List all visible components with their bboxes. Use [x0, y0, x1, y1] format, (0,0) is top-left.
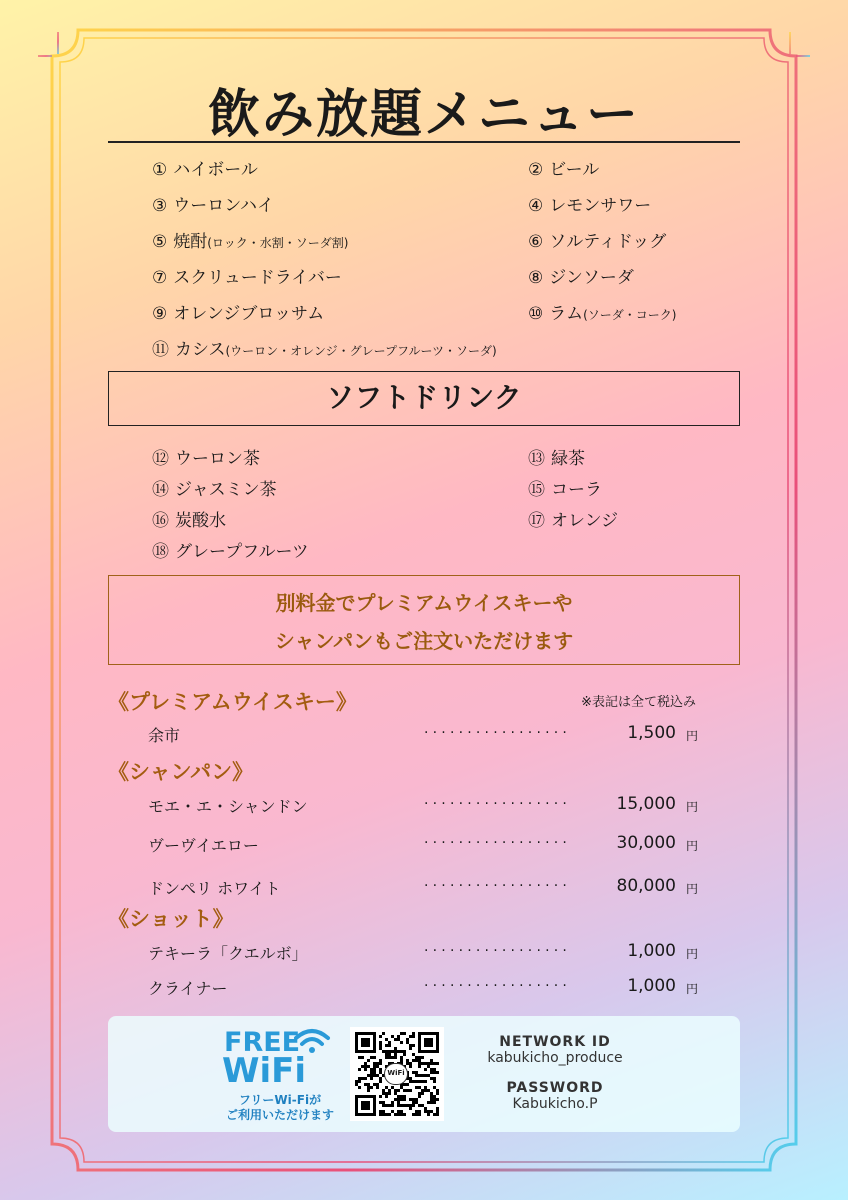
network-id-label: NETWORK ID	[499, 1034, 611, 1050]
drink-name: ウーロンハイ	[173, 196, 275, 216]
drink-note: (ロック・水割・ソーダ割)	[207, 236, 349, 250]
category-shot: 《ショット》	[108, 907, 234, 931]
wifi-sub-line-2: ご利用いただけます	[225, 1108, 334, 1122]
soft-drink-heading: ソフトドリンク	[108, 371, 740, 426]
drink-item	[152, 227, 348, 252]
yen-unit: 円	[685, 882, 698, 896]
drink-number: ③	[152, 196, 168, 216]
free-text: FREE	[224, 1027, 301, 1058]
drink-note: (ウーロン・オレンジ・グレープフルーツ・ソーダ)	[225, 344, 497, 358]
price-row	[148, 794, 698, 816]
soft-drink-item	[152, 537, 309, 562]
yen-unit: 円	[685, 800, 698, 814]
drink-item	[528, 155, 599, 180]
drink-name: オレンジブロッサム	[173, 304, 325, 324]
yen-unit: 円	[685, 947, 698, 961]
price-row	[148, 976, 698, 998]
item-price: 1,500	[627, 723, 676, 743]
dot-leader: .................	[424, 792, 572, 808]
drink-number: ①	[152, 160, 168, 180]
wifi-signal-icon	[292, 1024, 332, 1054]
soft-drink-item	[152, 506, 226, 531]
price-row	[148, 941, 698, 963]
drink-item	[152, 155, 258, 180]
soft-drink-name: 炭酸水	[175, 511, 226, 531]
dot-leader: .................	[424, 974, 572, 990]
item-price: 15,000	[616, 794, 676, 814]
password-label: PASSWORD	[506, 1080, 604, 1096]
drink-number: ⑥	[528, 232, 544, 252]
soft-drink-name: ウーロン茶	[175, 449, 260, 469]
item-price: 30,000	[616, 833, 676, 853]
drink-item	[152, 191, 274, 216]
page-title: 飲み放題メニュー	[207, 85, 640, 145]
category-champagne: 《シャンパン》	[108, 760, 254, 784]
drink-item	[152, 299, 324, 324]
drink-name: ビール	[549, 160, 600, 180]
soft-drink-number: ⑬	[528, 449, 545, 469]
qr-wifi-badge: WiFi	[384, 1063, 408, 1085]
soft-drink-item	[528, 475, 602, 500]
wifi-sub-line-1: フリーWi-Fiが	[238, 1093, 322, 1107]
drink-note: (ソーダ・コーク)	[583, 308, 677, 322]
soft-drink-name: コーラ	[551, 480, 602, 500]
soft-drink-number: ⑮	[528, 480, 545, 500]
category-whisky: 《プレミアムウイスキー》	[108, 690, 357, 714]
wifi-logo-text: WiFi	[222, 1051, 307, 1091]
drink-number: ⑨	[152, 304, 168, 324]
item-name: モエ・エ・シャンドン	[148, 797, 308, 816]
item-price: 1,000	[627, 941, 676, 961]
dot-leader: .................	[424, 831, 572, 847]
drink-item	[528, 299, 676, 324]
price-row	[148, 876, 698, 898]
soft-drink-number: ⑯	[152, 511, 169, 531]
item-name: テキーラ「クエルボ」	[148, 944, 308, 963]
drink-item	[152, 335, 497, 360]
password-value: Kabukicho.P	[512, 1096, 598, 1112]
drink-name: レモンサワー	[549, 196, 652, 216]
title-rule	[108, 141, 740, 143]
soft-drink-number: ⑫	[152, 449, 169, 469]
soft-drink-number: ⑭	[152, 480, 169, 500]
soft-drink-name: オレンジ	[551, 511, 619, 531]
price-row	[148, 723, 698, 745]
wifi-qr-code[interactable]	[350, 1027, 444, 1121]
drink-name: ラム	[549, 304, 584, 324]
yen-unit: 円	[685, 982, 698, 996]
drink-number: ⑤	[152, 232, 168, 252]
soft-drink-item	[528, 444, 585, 469]
drink-name: ソルティドッグ	[549, 232, 667, 252]
price-row	[148, 833, 698, 855]
yen-unit: 円	[685, 729, 698, 743]
item-price: 80,000	[616, 876, 676, 896]
drink-name: ハイボール	[173, 160, 258, 180]
drink-name: スクリュードライバー	[173, 268, 342, 288]
soft-drink-item	[152, 444, 260, 469]
drink-name: 焼酎	[173, 232, 208, 252]
soft-drink-item	[152, 475, 277, 500]
network-id-block	[470, 1034, 640, 1066]
drink-number: ⑦	[152, 268, 168, 288]
drink-number: ⑩	[528, 304, 544, 324]
soft-drink-name: 緑茶	[551, 449, 585, 469]
soft-drink-name: グレープフルーツ	[175, 542, 309, 562]
drink-item	[528, 263, 634, 288]
soft-drink-number: ⑰	[528, 511, 545, 531]
drink-number: ④	[528, 196, 544, 216]
network-id-value: kabukicho_produce	[487, 1050, 623, 1066]
soft-drink-name: ジャスミン茶	[175, 480, 277, 500]
password-block	[470, 1080, 640, 1112]
dot-leader: .................	[424, 721, 572, 737]
item-price: 1,000	[627, 976, 676, 996]
drink-number: ②	[528, 160, 544, 180]
item-name: ヴーヴイエロー	[148, 836, 259, 855]
drink-number: ⑪	[152, 340, 169, 360]
dot-leader: .................	[424, 939, 572, 955]
drink-item	[152, 263, 342, 288]
notice-line-2: シャンパンもご注文いただけます	[274, 629, 574, 653]
item-name: クライナー	[148, 979, 228, 998]
item-name: ドンペリ ホワイト	[148, 879, 281, 898]
dot-leader: .................	[424, 874, 572, 890]
drink-name: ジンソーダ	[549, 268, 634, 288]
yen-unit: 円	[685, 839, 698, 853]
notice-line-1: 別料金でプレミアムウイスキーや	[275, 591, 573, 615]
soft-drink-number: ⑱	[152, 542, 169, 562]
premium-notice	[108, 575, 740, 665]
drink-item	[528, 191, 651, 216]
drink-name: カシス	[175, 340, 226, 360]
tax-note: ※表記は全て税込み	[581, 695, 696, 710]
item-name: 余市	[148, 726, 181, 745]
drink-item	[528, 227, 666, 252]
soft-drink-item	[528, 506, 618, 531]
drink-number: ⑧	[528, 268, 544, 288]
